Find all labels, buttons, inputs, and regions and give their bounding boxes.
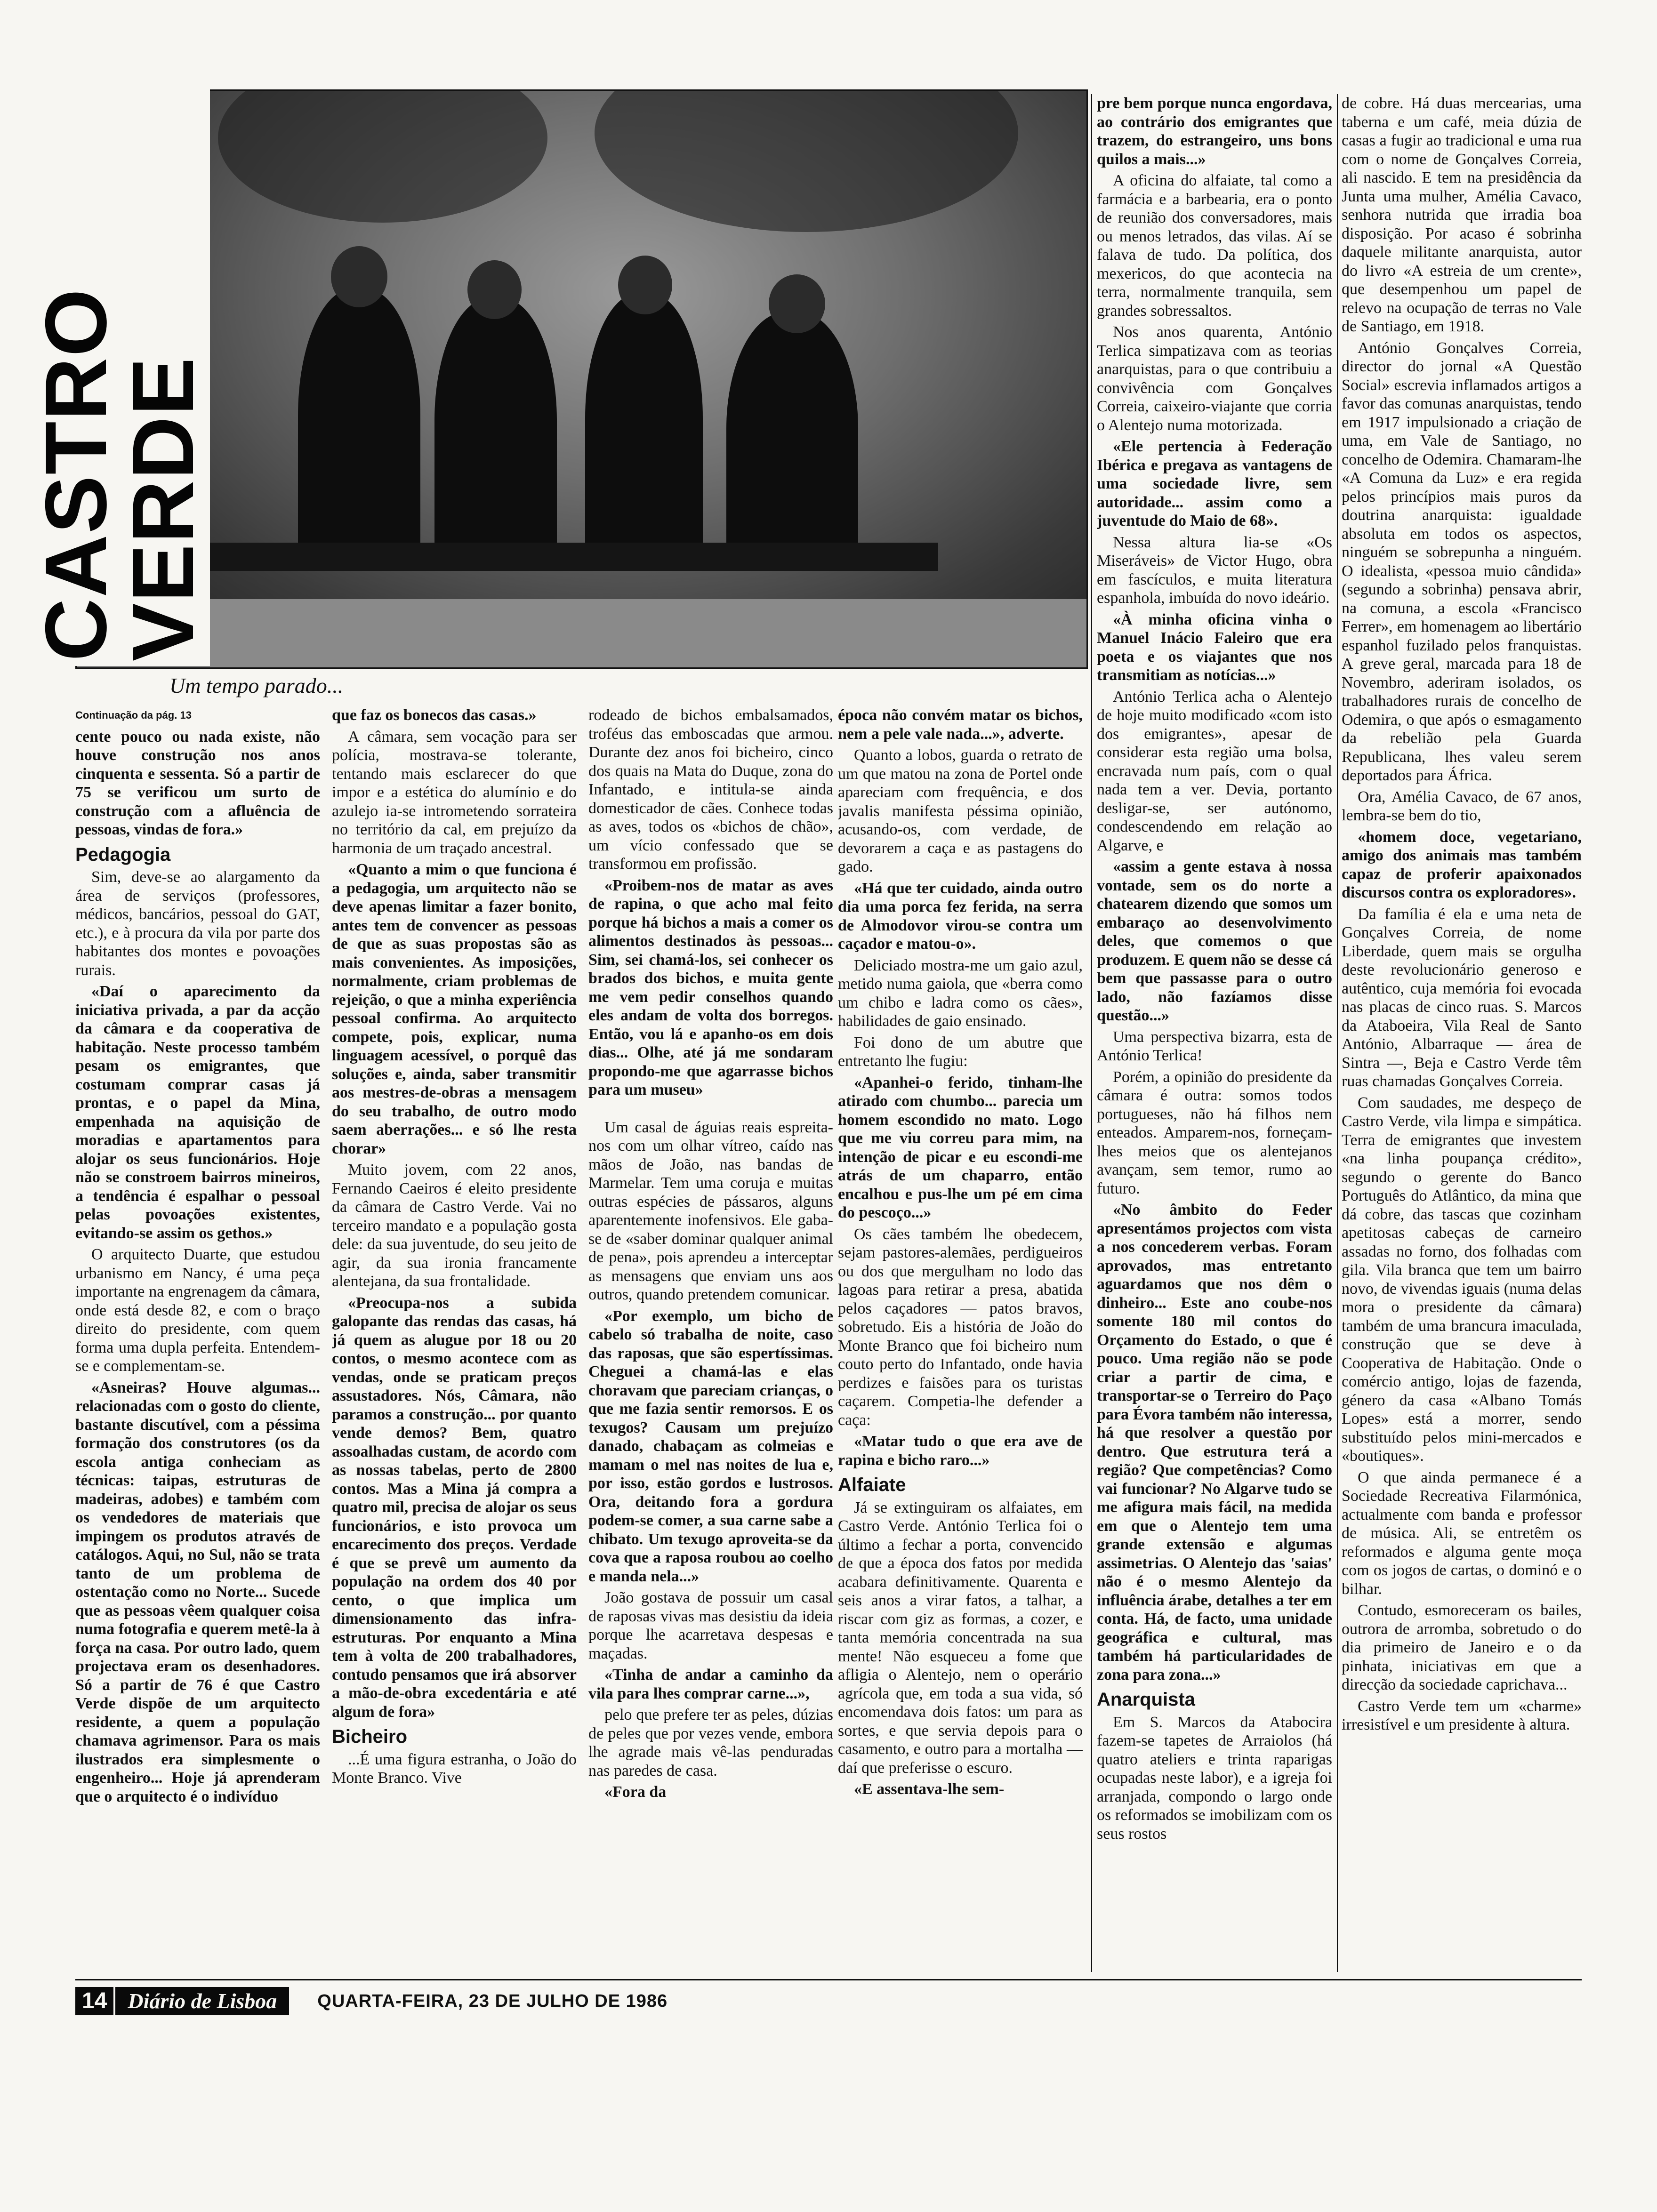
issue-date: QUARTA-FEIRA, 23 DE JULHO DE 1986 xyxy=(317,1991,668,2011)
paragraph: Nessa altura lia-se «Os Miseráveis» de Victor Hugo, obra em fascículos, e muita literatura espanhola, imbuída do novo ideário. xyxy=(1097,533,1332,607)
paragraph: «À minha oficina vinha o Manuel Inácio Faleiro que era poeta e os viajantes que nos transmitiam as notícias...» xyxy=(1097,610,1332,684)
paragraph: Muito jovem, com 22 anos, Fernando Caeiros é eleito presidente da câmara de Castro Verde. Vai no terceiro mandato e a população gosta dele: da sua juventude, do seu jeito de agir, da sua ironia francamente alentejana, da sua frontalidade. xyxy=(332,1161,577,1290)
headline-vertical xyxy=(28,89,212,666)
column-6 xyxy=(1342,94,1582,1972)
column-1 xyxy=(75,706,320,1972)
subheading-alfaiate: Alfaiate xyxy=(838,1475,906,1495)
column-2 xyxy=(332,706,577,1972)
paragraph: Da família é ela e uma neta de Gonçalves Correia, de nome Liberdade, quem mais se orgulha deste revolucionário generoso e autêntico, cuja memória foi evocada nas placas de cinco ruas. S. Marcos da Ataboeira, Vila Real de Santo António, Albarraque — área de Sintra —, Beja e Castro Verde têm ruas chamadas Gonçalves Correia. xyxy=(1342,905,1582,1090)
paragraph: de cobre. Há duas mercearias, uma taberna e um café, meia dúzia de casas a fugir ao tradicional e uma rua com o nome de Gonçalves Correia, ali nascido. E tem na presidência da Junta uma mulher, Amélia Cavaco, senhora nutrida que irradia boa disposição. Por acaso é sobrinha daquele militante anarquista, autor do livro «A estreia de um crente», que desempenhou um papel de relevo na ocupação de terras no Vale de Santiago, em 1918. xyxy=(1342,95,1582,335)
paragraph: A oficina do alfaiate, tal como a farmácia e a barbearia, era o ponto de reunião dos conversadores, mais ou menos letrados, das vilas. Aí se falava de tudo. Da política, dos mexericos, do que acontecia na terra, normalmente tranquila, sem grandes sobressaltos. xyxy=(1097,172,1332,320)
paragraph: Contudo, esmoreceram os bailes, outrora de arromba, sobretudo o do dia primeiro de Janeiro e o da pinhata, iniciativas em que a direcção da sociedade caprichava... xyxy=(1342,1602,1582,1693)
paragraph: «Apanhei-o ferido, tinham-lhe atirado com chumbo... parecia um homem escondido no mato. Logo que me viu correu para mim, na intenção de picar e eu escondi-me atrás de um chaparro, então encalhou e pus-lhe um pé em cima do pescoço...» xyxy=(838,1074,1083,1221)
paragraph: «assim a gente estava à nossa vontade, sem os do norte a chatearem dizendo que somos um embaraço ao desenvolvimento deles, que comemos o que produzem. E quem não se desse cá bem que passasse para o outro lado, não fazíamos disse questão...» xyxy=(1097,858,1332,1024)
paragraph: Porém, a opinião do presidente da câmara é outra: somos todos portugueses, não há filhos nem enteados. Amparem-nos, forneçam-lhes meios que os alentejanos avançam, sem temor, rumo ao futuro. xyxy=(1097,1068,1332,1197)
column-4 xyxy=(838,706,1083,1972)
paragraph: «Asneiras? Houve algumas... relacionadas com o gosto do cliente, bastante discutível, com a péssima formação dos construtores (os da escola antiga conheciam as técnicas: taipas, estruturas de madeiras, adobes) e também com os vendedores de materiais que impingem os produtos através de catálogos. Aqui, no Sul, não se trata tanto de um problema de ostentação como no Norte... Sucede que as pessoas vêem qualquer coisa numa fotografia e querem metê-la à força na casa. Por outro lado, quem projectava eram os desenhadores. Só a partir de 76 é que Castro Verde dispõe de um arquitecto residente, a quem a população chamava agrimensor. Para os mais ilustrados era simplesmente o engenheiro... Hoje já aprenderam que o arquitecto é o indivíduo xyxy=(75,1378,320,1805)
paragraph: Sim, deve-se ao alargamento da área de serviços (professores, médicos, bancários, pessoal do GAT, etc.), e à procura da vila por parte dos habitantes dos montes e povoações rurais. xyxy=(75,868,320,979)
paragraph: Quanto a lobos, guarda o retrato de um que matou na zona de Portel onde apareciam com frequência, e dos javalis manifesta péssima opinião, acusando-os, com verdade, de devorarem a caça e as pastagens do gado. xyxy=(838,746,1083,875)
page-footer xyxy=(75,1987,668,2015)
paragraph: Já se extinguiram os alfaiates, em Castro Verde. António Terlica foi o último a fechar a porta, convencido de que a época dos fatos por medida acabara definitivamente. Quarenta e seis anos a virar fatos, a talhar, a riscar com giz as formas, a cozer, e tanta memória concentrada na sua mente! Não esqueceu a fome que afligia o Alentejo, nem o operário agrícola que, em toda a sua vida, só encomendava dois fatos: um para as sortes, e que servia depois para o casamento, e outro para a mortalha — daí que preferisse o escuro. xyxy=(838,1499,1083,1777)
paragraph: cente pouco ou nada existe, não houve construção nos anos cinquenta e sessenta. Só a partir de 75 se verificou um surto de construção com a afluência de pessoas, vindas de fora.» xyxy=(75,728,320,838)
paragraph: Com saudades, me despeço de Castro Verde, vila limpa e simpática. Terra de emigrantes que investem «na linha poupança crédito», segundo o gerente do Banco Português do Atlântico, da mina que dá cobre, das tascas que cozinham apetitosas cabeças de carneiro assadas no forno, dos folhadas com gila. Vila branca que tem um bairro novo, de vivendas iguais (numa delas mora o presidente da câmara) também de uma brancura imaculada, construção que se deve à Cooperativa de Habitação. Onde o comércio antigo, lojas de fazenda, género da casa «Albano Tomás Lopes» está a morrer, sendo substituído pelos mini-mercados e «boutiques». xyxy=(1342,1094,1582,1465)
paragraph: «No âmbito do Feder apresentámos projectos com vista a nos concederem verbas. Foram aprovados, mas entretanto aguardamos que nos dêm o dinheiro... Este ano coube-nos somente 180 mil contos do Orçamento do Estado, o que é pouco. Uma região não se pode criar a partir de cima, e transportar-se o Terreiro do Paço para Évora também não interessa, há que resolver a questão por dentro. Que estrutura terá a região? Que competências? Como vai funcionar? No Algarve tudo se me afigura mais fácil, na medida em que o Alentejo tem uma grande extensão e algumas assimetrias. O Alentejo das 'saias' não é o mesmo Alentejo da influência árabe, detalhes a ter em conta. Há, de facto, uma unidade geográfica e cultural, mas também há particularidades de zona para zona...» xyxy=(1097,1201,1332,1683)
paragraph: A câmara, sem vocação para ser polícia, mostrava-se tolerante, tentando mais esclarecer do que impor e a estética do alumínio e do azulejo ia-se intrometendo sorrateira no território da cal, em prejuízo da harmonia de um traçado ancestral. xyxy=(332,728,577,857)
paragraph: «Por exemplo, um bicho de cabelo só trabalha de noite, caso das raposas, que são espertíssimas. Cheguei a chamá-las e elas choravam que pareciam crianças, o que me fazia sentir remorsos. E os texugos? Causam um prejuízo danado, chabaçam as colmeias e mamam o mel nas noites de lua e, por isso, estão gordos e lustrosos. Ora, deitando fora a gordura podem-se comer, a sua carne sabe a chibato. Um texugo aproveita-se da cova que a raposa roubou ao coelho e manda nela...» xyxy=(588,1307,833,1585)
paragraph: que faz os bonecos das casas.» xyxy=(332,706,537,724)
paragraph: Os cães também lhe obedecem, sejam pastores-alemães, perdigueiros ou dos que mergulham no lodo das lagoas para retirar a presa, abatida pelos caçadores — patos bravos, sobretudo. Eis a história de João do Monte Branco que foi bicheiro num couto perto do Infantado, onde havia perdizes e faisões para os turistas caçarem. Competia-lhe defender a caça: xyxy=(838,1225,1083,1429)
paragraph: «Proibem-nos de matar as aves de rapina, o que acho mal feito porque há bichos a mais a comer os alimentos destinados às pessoas... Sim, sei chamá-los, sei conhecer os brados dos bichos, e muita gente me vem pedir conselhos quando eles andam de volta dos borregos. Então, vou lá e apanho-os em dois dias... Olhe, até já me sondaram propondo-me que agarrasse bichos para um museu» xyxy=(588,876,833,1098)
paragraph: ...É uma figura estranha, o João do Monte Branco. Vive xyxy=(332,1750,577,1787)
paragraph: Nos anos quarenta, António Terlica simpatizava com as teorias anarquistas, para o que contribuiu a convivência com Gonçalves Correia, caixeiro-viajante que corria o Alentejo numa motorizada. xyxy=(1097,323,1332,434)
paragraph: António Terlica acha o Alentejo de hoje muito modificado «com isto dos emigrantes», apesar de considerar esta região uma bolsa, encravada num país, com o qual nada tem a ver. Devia, portanto desligar-se, ser autónomo, condescendendo em relação ao Algarve, e xyxy=(1097,688,1332,854)
paragraph: «Fora da xyxy=(604,1783,667,1801)
photo-caption: Um tempo parado... xyxy=(169,673,344,697)
subheading-bicheiro: Bicheiro xyxy=(332,1726,408,1747)
article-photo xyxy=(75,89,1088,669)
paragraph: Foi dono de um abutre que entretanto lhe fugiu: xyxy=(838,1034,1083,1070)
column-divider xyxy=(1091,94,1092,1972)
subheading-anarquista: Anarquista xyxy=(1097,1689,1195,1710)
paragraph: «Há que ter cuidado, ainda outro dia uma porca fez ferida, na serra de Almodovor virou-se contra um caçador e matou-o». xyxy=(838,879,1083,953)
paragraph: «Tinha de andar a caminho da vila para lhes comprar carne...», xyxy=(588,1666,833,1702)
bottom-rule xyxy=(75,1979,1582,1980)
paragraph: António Gonçalves Correia, director do jornal «A Questão Social» escrevia inflamados artigos a favor das comunas anarquistas, tendo em 1917 impulsionado a criação de uma, em Vale de Santiago, no concelho de Odemira. Chamaram-lhe «A Comuna da Luz» e era regida pelos princípios mais puros da doutrina anarquista: igualdade absoluta em todos os aspectos, ninguém se sobrepunha a ninguém. O idealista, «pessoa muio cândida» (segundo a sobrinha) pensava abrir, na comuna, a escola «Francisco Ferrer», em homenagem ao libertário espanhol fuzilado pelos franquistas. A greve geral, marcada para 18 de Novembro, aderiram isolados, os trabalhadores rurais de concelho de Odemira, o que após o esmagamento da rebelião pela Guarda Republicana, lhes valeu serem deportados para África. xyxy=(1342,339,1582,784)
paragraph: pre bem porque nunca engordava, ao contrário dos emigrantes que trazem, do estrangeiro, uns bons quilos a mais...» xyxy=(1097,95,1332,168)
paragraph: «Preocupa-nos a subida galopante das rendas das casas, há já quem as alugue por 18 ou 20 contos, o mesmo acontece com as vendas, onde se praticam preços assustadores. Nós, Câmara, não paramos a construção... por quanto vende demos? Bem, quatro assoalhadas custam, de acordo com as nossas tabelas, perto de 2800 contos. Mas a Mina já compra a quatro mil, precisa de alojar os seus funcionários, e isto provoca um encarecimento dos preços. Verdade é que se prevê um aumento da população na ordem dos 40 por cento, o que implica um dimensionamento das infra-estruturas. Por enquanto a Mina tem à volta de 200 trabalhadores, contudo pensamos que irá absorver a mão-de-obra excedentária e até algum de fora» xyxy=(332,1294,577,1721)
column-divider xyxy=(1337,94,1338,1972)
paragraph: O arquitecto Duarte, que estudou urbanismo em Nancy, é uma peça importante na engrenagem da câmara, onde está desde 82, e com o braço direito do presidente, com quem forma uma dupla perfeita. Entendem-se e complementam-se. xyxy=(75,1246,320,1375)
paragraph: pelo que prefere ter as peles, dúzias de peles que por vezes vende, embora lhe agrade mais vê-las penduradas nas paredes de casa. xyxy=(588,1706,833,1779)
column-5 xyxy=(1097,94,1332,1972)
paragraph: «Matar tudo o que era ave de rapina e bicho raro...» xyxy=(838,1433,1083,1469)
continuation-note: Continuação da pág. 13 xyxy=(75,709,192,721)
paragraph: Em S. Marcos da Atabocira fazem-se tapetes de Arraiolos (há quatro ateliers e trinta raparigas ocupadas neste labor), e a igreja foi arranjada, compondo o largo onde os reformados se imobilizam com os seus rostos xyxy=(1097,1713,1332,1843)
column-3 xyxy=(588,706,833,1972)
paragraph: «Daí o aparecimento da iniciativa privada, a par da acção da câmara e da cooperativa de habitação. Neste processo também pesam os emigrantes, que costumam comprar casas já prontas, e o papel da Mina, empenhada na aquisição de moradias e apartamentos para alojar os seus funcionários. Hoje não se constroem bairros mineiros, a tendência é espalhar o pessoal pelas povoações existentes, evitando-se assim os gethos.» xyxy=(75,983,320,1242)
paragraph: Deliciado mostra-me um gaio azul, metido numa gaiola, que «berra como um chibo e ladra como os cães», habilidades de gaio ensinado. xyxy=(838,956,1083,1030)
paragraph: O que ainda permanece é a Sociedade Recreativa Filarmónica, actualmente com banda e professor de música. Ali, se entretêm os reformados e alguma gente moça com os jogos de cartas, o dominó e o bilhar. xyxy=(1342,1468,1582,1598)
headline: CASTRO VERDE xyxy=(30,89,210,666)
paragraph: Uma perspectiva bizarra, esta de António Terlica! xyxy=(1097,1028,1332,1064)
paragraph: Castro Verde tem um «charme» irresistível e um presidente à altura. xyxy=(1342,1697,1582,1733)
paragraph: rodeado de bichos embalsamados, troféus das emboscadas que armou. Durante dez anos foi bicheiro, cinco dos quais na Mata do Duque, zona do Infantado, e intitula-se ainda domesticador de cães. Conhece todas as aves, todos os «bichos de chão», um vício confessado que se transformou em profissão. xyxy=(588,706,833,873)
paragraph: João gostava de possuir um casal de raposas vivas mas desistiu da ideia porque lhe acarretava despesas e maçadas. xyxy=(588,1589,833,1662)
subheading-pedagogia: Pedagogia xyxy=(75,844,171,865)
paragraph: Ora, Amélia Cavaco, de 67 anos, lembra-se bem do tio, xyxy=(1342,788,1582,824)
paragraph: «homem doce, vegetariano, amigo dos animais mas também capaz de proferir apaixonados discursos contra os exploradores». xyxy=(1342,828,1582,901)
masthead: Diário de Lisboa xyxy=(115,1987,289,2015)
paragraph: «Ele pertencia à Federação Ibérica e pregava as vantagens de uma sociedade livre, sem autoridade... assim como a juventude do Maio de 68». xyxy=(1097,438,1332,529)
paragraph: «E assentava-lhe sem- xyxy=(854,1780,1005,1798)
paragraph: «Quanto a mim o que funciona é a pedagogia, um arquitecto não se deve apenas limitar a fazer bonito, antes tem de convencer as pessoas de que as suas propostas são as mais convenientes. As imposições, normalmente, criam problemas de rejeição, o que a minha experiência pessoal confirma. Ao arquitecto compete, pois, explicar, numa linguagem acessível, o porquê das soluções e, ainda, saber transmitir aos mestres-de-obras a mensagem do seu trabalho, de outro modo saem aberrações... e só lhe resta chorar» xyxy=(332,861,577,1157)
page-number: 14 xyxy=(75,1987,113,2015)
paragraph: Um casal de águias reais espreita-nos com um olhar vítreo, caído nas mãos de João, nas bandas de Marmelar. Tem uma coruja e muitas outras espécies de pássaros, alguns aparentemente inofensivos. Ele gaba-se de «saber dominar qualquer animal de pena», pois aprendeu a interceptar as mensagens que enviam uns aos outros, quando pretendem comunicar. xyxy=(588,1118,833,1303)
paragraph: época não convém matar os bichos, nem a pele vale nada...», adverte. xyxy=(838,706,1083,743)
